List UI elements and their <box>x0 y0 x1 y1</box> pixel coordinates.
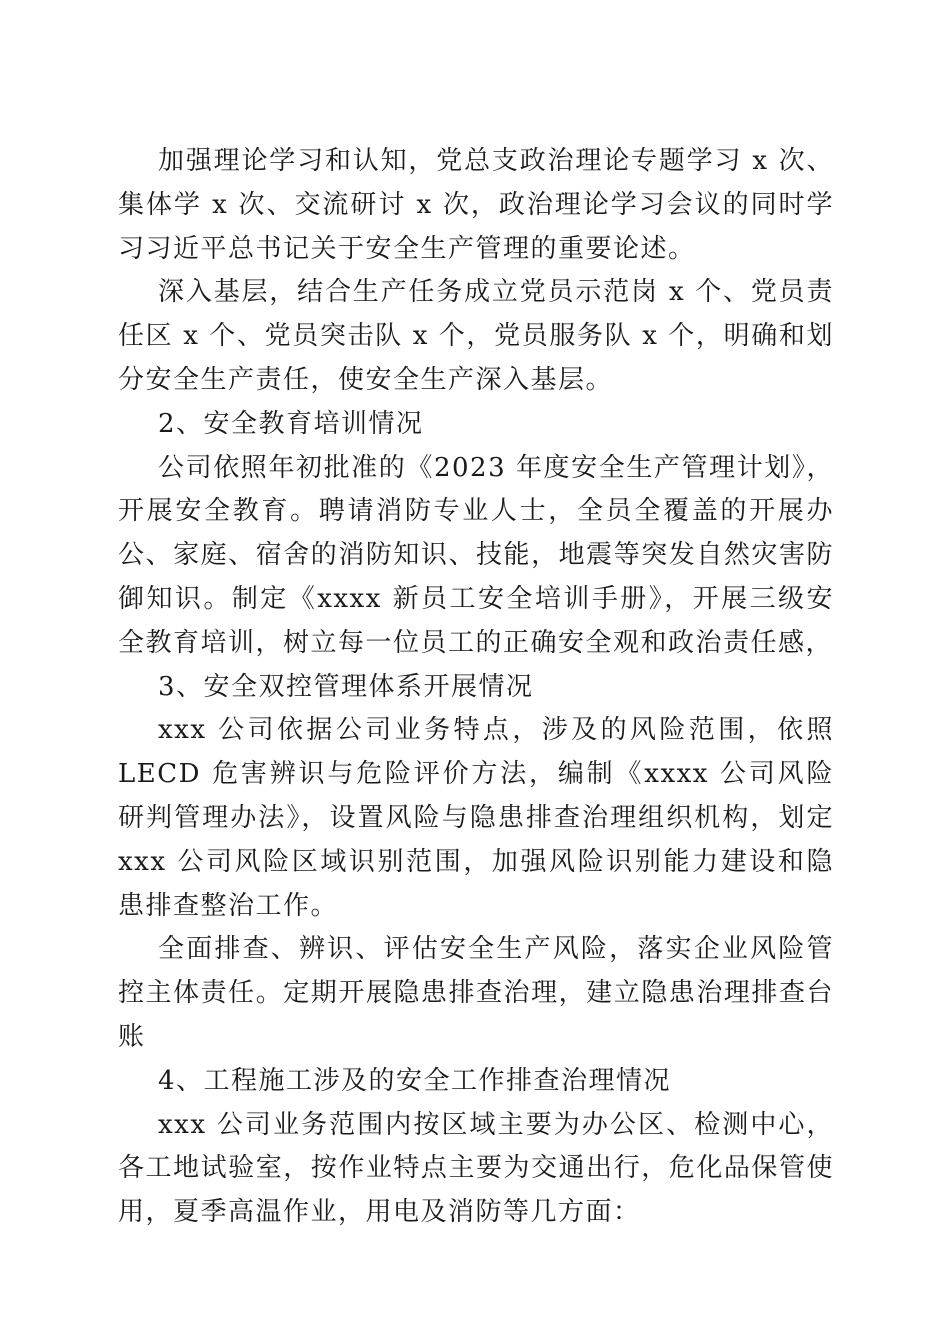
paragraph-grassroots: 深入基层，结合生产任务成立党员示范岗 x 个、党员责任区 x 个、党员突击队 x 个，党员服务队 x 个，明确和划分安全生产责任，使安全生产深入基层。 <box>118 277 834 395</box>
section-heading-safety-training: 2、安全教育培训情况 <box>158 408 424 439</box>
paragraph-business-scope: xxx 公司业务范围内按区域主要为办公区、检测中心，各工地试验室，按作业特点主要为交通出行，危化品保管使用，夏季高温作业，用电及消防等几方面： <box>118 1109 834 1228</box>
paragraph-safety-training: 公司依照年初批准的《2023 年度安全生产管理计划》，开展安全教育。聘请消防专业人士，全员全覆盖的开展办公、家庭、宿舍的消防知识、技能，地震等突发自然灾害防御知识。制定《xxxx 新员工安全培训手册》，开展三级安全教育培训，树立每一位员工的正确安全观和政治责任感， <box>118 452 834 658</box>
paragraph-risk-management: xxx 公司依据公司业务特点，涉及的风险范围，依照 LECD 危害辨识与危险评价方法，编制《xxxx 公司风险研判管理办法》，设置风险与隐患排查治理组织机构，划定 xxx 公司风险区域识别范围，加强风险识别能力建设和隐患排查整治工作。 <box>118 715 834 921</box>
paragraph-theory-study: 加强理论学习和认知，党总支政治理论专题学习 x 次、集体学 x 次、交流研讨 x 次，政治理论学习会议的同时学习习近平总书记关于安全生产管理的重要论述。 <box>118 146 834 264</box>
section-heading-construction-safety: 4、工程施工涉及的安全工作排查治理情况 <box>158 1065 672 1096</box>
document-body <box>118 140 834 1235</box>
paragraph-hazard-inspection: 全面排查、辨识、评估安全生产风险，落实企业风险管控主体责任。定期开展隐患排查治理，建立隐患治理排查台账 <box>118 934 834 1052</box>
section-heading-dual-control: 3、安全双控管理体系开展情况 <box>158 671 534 702</box>
